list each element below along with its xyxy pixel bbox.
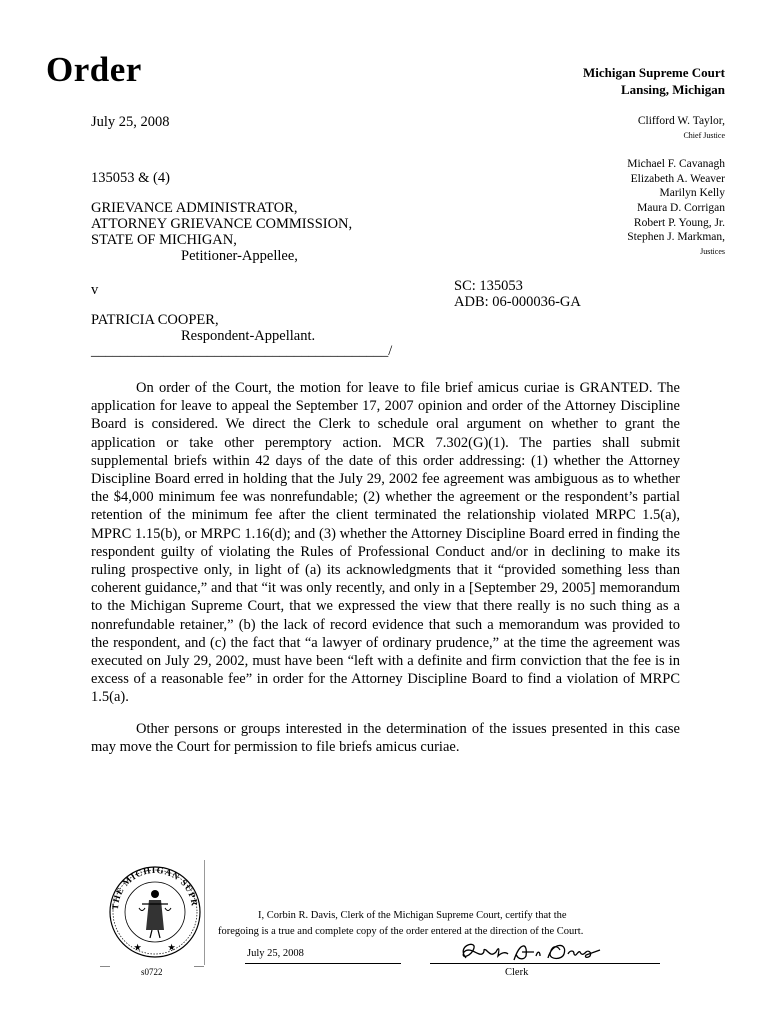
svg-text:★: ★ — [134, 943, 142, 952]
justice-name: Michael F. Cavanagh — [627, 158, 725, 171]
adb-number: ADB: 06-000036-GA — [454, 294, 581, 310]
order-body — [91, 379, 680, 769]
order-paragraph: On order of the Court, the motion for leave to file brief amicus curiae is GRANTED. The application for leave to appeal the September 17, 2007 opinion and order of the Attorney Discipline Board is considered. We direct the Clerk to schedule oral argument on whether to grant the application or take other peremptory action. MCR 7.302(G)(1). The parties shall submit supplemental briefs within 42 days of the date of this order addressing: (1) whether the Attorney Discipline Board erred in holding that the July 29, 2002 fee agreement was ambiguous as to whether the $4,000 minimum fee was nonrefundable; (2) whether the agreement or the respondent’s partial retention of the minimum fee after the client terminated the relationship violated MRPC 1.5(a), MPRC 1.15(b), or MRPC 1.16(d); and (3) whether the Attorney Discipline Board erred in finding the respondent guilty of violating the Rules of Professional Conduct and/or in declining to make its ruling prospective only, in light of (a) its acknowledgments that it “provided something less than coherent guidance,” and that “it was only recently, and only in a [September 29, 2005] memorandum to the Michigan Supreme Court, that we expressed the view that there really is no such thing as a nonrefundable retainer,” (b) the lack of record evidence that such a memorandum was provided to the respondent, and (c) the fact that “a lawyer of ordinary prudence,” at the time the agreement was executed on July 29, 2002, must have been “left with a definite and firm conviction that the fee is in excess of a reasonable fee” in order for the Attorney Discipline Board to find a violation of MRPC 1.5(a). — [91, 380, 680, 706]
petitioner-line: ATTORNEY GRIEVANCE COMMISSION, — [91, 216, 353, 232]
seal-text: THE MICHIGAN SUPR — [109, 864, 200, 911]
court-seal — [106, 860, 204, 965]
seal-divider — [204, 860, 205, 965]
respondent-name: PATRICIA COOPER, — [91, 312, 219, 328]
docket-number: 135053 & (4) — [91, 170, 170, 186]
order-paragraph: Other persons or groups interested in the determination of the issues presented in this case may move the Court for permission to file briefs amicus curiae. — [91, 720, 680, 755]
certification-line: foregoing is a true and complete copy of the order entered at the direction of the Court. — [218, 926, 584, 937]
seal-tick-left — [100, 966, 110, 967]
signer-title: Clerk — [505, 967, 529, 978]
justice-name: Stephen J. Markman, — [627, 231, 725, 244]
court-name: Michigan Supreme Court — [582, 65, 725, 80]
certification-text — [218, 908, 663, 940]
versus: v — [91, 282, 99, 298]
petitioner-line: STATE OF MICHIGAN, — [91, 232, 237, 248]
certification-date: July 25, 2008 — [247, 948, 304, 959]
justice-name: Marilyn Kelly — [659, 187, 725, 200]
petitioner-line: GRIEVANCE ADMINISTRATOR, — [91, 200, 298, 216]
justice-name: Robert P. Young, Jr. — [633, 216, 725, 229]
court-location: Lansing, Michigan — [620, 82, 725, 97]
seal-icon — [106, 860, 204, 965]
order-date: July 25, 2008 — [91, 114, 170, 130]
signature-line — [430, 963, 660, 964]
justices-label: Justices — [700, 246, 725, 256]
svg-text:★: ★ — [168, 943, 176, 952]
sc-number: SC: 135053 — [454, 278, 523, 294]
seal-tick-right — [194, 966, 204, 967]
seal-code: s0722 — [141, 967, 163, 977]
chief-justice-label: Chief Justice — [683, 130, 725, 140]
case-numbers — [454, 278, 581, 310]
date-line — [245, 963, 401, 964]
petitioner-role: Petitioner-Appellee, — [181, 248, 298, 264]
justice-name: Maura D. Corrigan — [637, 201, 725, 214]
justices-list — [627, 114, 725, 259]
chief-justice-name: Clifford W. Taylor, — [637, 115, 725, 127]
petitioner-caption — [91, 200, 352, 264]
justice-name: Elizabeth A. Weaver — [630, 172, 725, 185]
court-name-block — [583, 64, 725, 98]
respondent-role: Respondent-Appellant. — [181, 328, 316, 344]
respondent-caption — [91, 312, 315, 344]
caption-separator: _________________________________________/ — [91, 343, 393, 359]
order-title: Order — [46, 50, 142, 89]
certification-line: I, Corbin R. Davis, Clerk of the Michigan Supreme Court, certify that the — [258, 910, 567, 921]
